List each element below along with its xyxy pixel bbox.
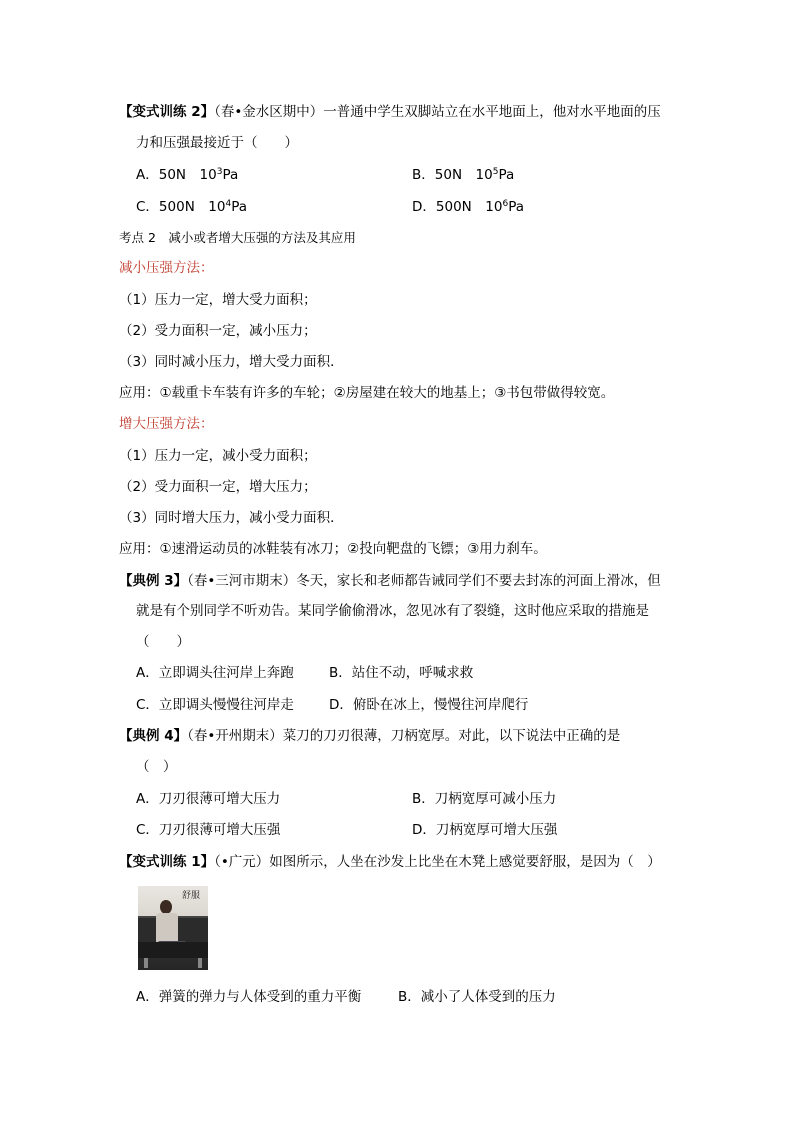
section-title: 考点 2 减小或者增大压强的方法及其应用 (119, 230, 356, 245)
increase-heading: 增大压强方法： (119, 416, 214, 432)
example-4-paren: （ ） (136, 759, 177, 775)
increase-application: 应用：①速滑运动员的冰鞋装有冰刀；②投向靶盘的飞镖；③用力刹车。 (119, 541, 547, 557)
reduce-heading: 减小压强方法： (119, 260, 214, 276)
increase-item-1: （1）压力一定，减小受力面积； (119, 448, 317, 464)
increase-item-2: （2）受力面积一定，增大压力； (119, 479, 317, 495)
reduce-item-1: （1）压力一定，增大受力面积； (119, 292, 317, 308)
option-a: A．刀刃很薄可增大压力 (136, 791, 281, 807)
increase-item-3: （3）同时增大压力，减小受力面积． (119, 510, 344, 526)
example-3-stem-cont: 就是有个别同学不听劝告。某同学偷偷滑冰，忽见冰有了裂缝，这时他应采取的措施是 (136, 603, 649, 619)
option-a: A．立即调头往河岸上奔跑 (136, 665, 294, 681)
option-d: D．俯卧在冰上，慢慢往河岸爬行 (329, 697, 529, 713)
option-a: A．50N $10^3Pa$ (136, 167, 239, 183)
question-stem-cont: 力和压强最接近于（ ） (136, 135, 298, 151)
option-d: D．500N $10^6Pa$ (412, 199, 524, 215)
example-label: 【典例 4】 (119, 728, 188, 744)
example-3-stem: 【典例 3】（春•三河市期末）冬天，家长和老师都告诫同学们不要去封冻的河面上滑冰，但 (119, 573, 661, 589)
example-label: 【典例 3】 (119, 573, 188, 589)
option-c: C．刀刃很薄可增大压强 (136, 822, 281, 838)
reduce-item-2: （2）受力面积一定，减小压力； (119, 323, 317, 339)
option-c: C．500N $10^4Pa$ (136, 199, 248, 215)
question-stem: 【变式训练 2】（春•金水区期中）一普通中学生双脚站立在水平地面上，他对水平地面的压 (119, 104, 661, 120)
question-label: 【变式训练 1】 (119, 854, 215, 870)
photo-caption: 舒服 (182, 891, 201, 901)
question-label: 【变式训练 2】 (119, 104, 215, 120)
option-a: A．弹簧的弹力与人体受到的重力平衡 (136, 989, 362, 1005)
option-d: D．刀柄宽厚可增大压强 (412, 822, 558, 838)
option-b: B．50N $10^5Pa$ (412, 167, 515, 183)
option-b: B．站住不动，呼喊求救 (329, 665, 474, 681)
reduce-application: 应用：①载重卡车装有许多的车轮；②房屋建在较大的地基上；③书包带做得较宽。 (119, 385, 615, 401)
question-stem: 【变式训练 1】（•广元）如图所示，人坐在沙发上比坐在木凳上感觉要舒服，是因为（ ） (119, 854, 661, 870)
sofa-photo (138, 886, 208, 970)
reduce-item-3: （3）同时减小压力，增大受力面积． (119, 354, 344, 370)
option-b: B．刀柄宽厚可减小压力 (412, 791, 557, 807)
option-c: C．立即调头慢慢往河岸走 (136, 697, 294, 713)
example-4-stem: 【典例 4】（春•开州期末）菜刀的刀刃很薄，刀柄宽厚。对此，以下说法中正确的是 (119, 728, 621, 744)
example-3-paren: （ ） (136, 634, 190, 650)
option-b: B．减小了人体受到的压力 (398, 989, 556, 1005)
